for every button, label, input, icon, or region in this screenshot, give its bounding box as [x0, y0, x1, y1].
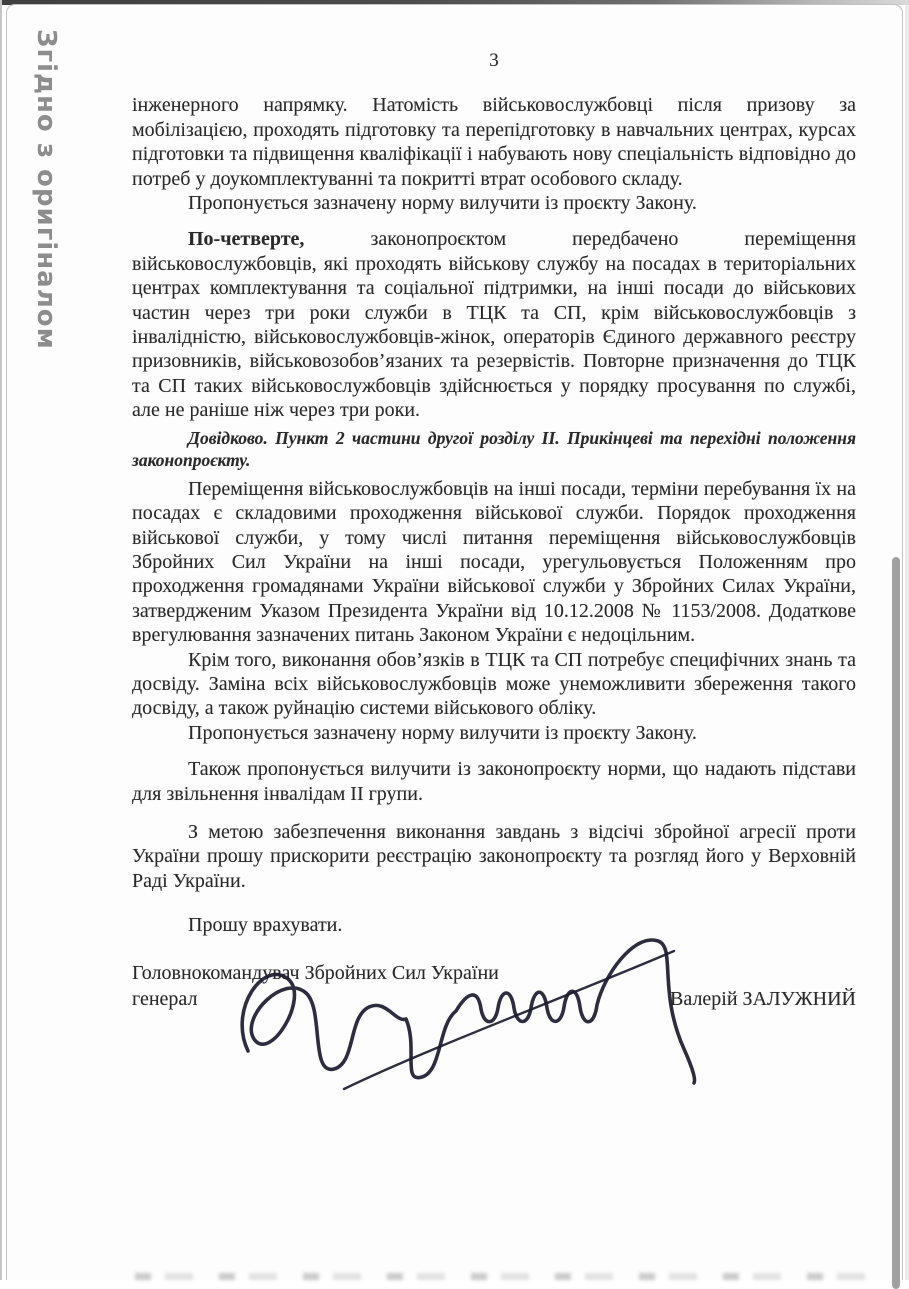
- paragraph-fourth-point-lead: По-четверте,: [188, 228, 305, 251]
- scan-cutoff-artifact: [135, 1273, 868, 1280]
- reference-note: Довідково. Пункт 2 частини другої розділу ІІ. Прикінцеві та перехідні положення законопроєкту.: [132, 427, 856, 470]
- page-number: 3: [489, 50, 499, 71]
- paragraph-registration-request: З метою забезпечення виконання завдань з відсічі збройної агресії проти України прошу прискорити реєстрацію законопроєкту та розгляд його у Верховній Раді України.: [132, 820, 856, 892]
- paragraph-specific-knowledge: Крім того, виконання обов’язків в ТЦК та СП потребує специфічних знань та досвіду. Заміна всіх військовослужбовців може унеможливити збереження такого досвіду, а також руйнацію системи військового обліку.: [132, 648, 856, 720]
- scan-right-edge: [905, 5, 909, 1280]
- scrollbar-track[interactable]: [891, 13, 901, 1280]
- paragraph-fourth-point-body: законопроєктом передбачено переміщення військовослужбовців, які проходять військову службу на посадах в територіальних центрах комплектування та соціальної підтримки, на інші посади до військових частин через три роки служби в ТЦК та СП, крім військовослужбовців з інвалідністю, військовослужбовців-жінок, операторів Єдиного державного реєстру призовників, військовозобов’язаних та резервістів. Повторне призначення до ТЦК та СП таких військовослужбовців здійснюється у порядку просування по службі, але не раніше ніж через три роки.: [132, 228, 856, 422]
- paragraph-please-consider: Прошу врахувати.: [188, 914, 343, 937]
- paragraph-proposal-1: Пропонується зазначену норму вилучити із проєкту Закону.: [188, 192, 697, 215]
- scan-left-edge: [0, 0, 2, 1280]
- paragraph-fourth-point: [132, 227, 856, 422]
- paragraph-disability-groups: Також пропонується вилучити із законопроєкту норми, що надають підстави для звільнення інвалідам ІІ групи.: [132, 758, 856, 805]
- signatory-name: Валерій ЗАЛУЖНИЙ: [670, 987, 856, 1010]
- paragraph-continuation: інженерного напрямку. Натомість військовослужбовці після призову за мобілізацією, проходять підготовку та перепідготовку в навчальних центрах, курсах підготовки та підвищення кваліфікації і набувають нову спеціальність відповідно до потреб у доукомплектуванні та покритті втрат особового складу.: [132, 94, 856, 190]
- signatory-rank: генерал: [132, 987, 198, 1010]
- paragraph-transfer-regulation: Переміщення військовослужбовців на інші посади, терміни перебування їх на посадах є складовими проходження військової служби. Порядок проходження військової служби, у тому числі питання переміщення військовослужбовців Збройних Сил України на інші посади, урегульовується Положенням про проходження громадянами України військової служби у Збройних Силах України, затвердженим Указом Президента України від 10.12.2008 № 1153/2008. Додаткове врегулювання зазначених питань Законом України є недоцільним.: [132, 477, 856, 647]
- handwritten-signature: [206, 931, 726, 1101]
- paragraph-proposal-2: Пропонується зазначену норму вилучити із проєкту Закону.: [188, 721, 697, 744]
- signatory-position: Головнокомандувач Збройних Сил України: [132, 961, 499, 984]
- certification-stamp-text: Згідно з оригіналом: [31, 29, 61, 350]
- document-page: [6, 4, 903, 1280]
- scrollbar-thumb[interactable]: [892, 557, 900, 1289]
- document-body: [132, 5, 856, 1012]
